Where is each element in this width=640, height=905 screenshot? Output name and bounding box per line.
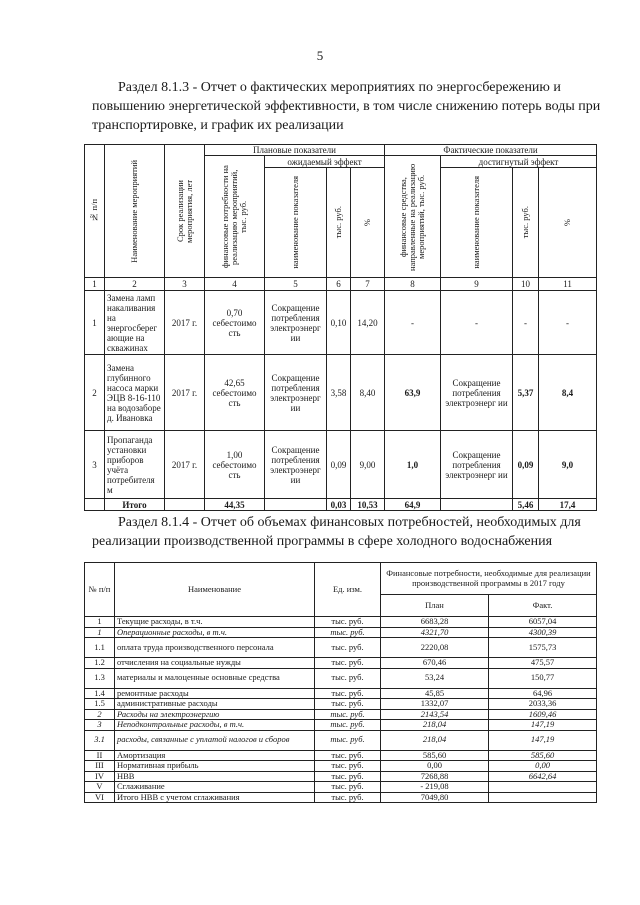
row-plan: 0,00 <box>381 761 489 772</box>
col-plan-header: План <box>381 595 489 617</box>
row-name: Замена глубинного насоса марки ЭЦВ 8-16-110 на водозаборе д. Ивановка <box>105 355 165 431</box>
row-plan-pct: 9,00 <box>351 431 385 499</box>
row-fact-ind: Сокращение потребления электроэнерг ии <box>441 431 513 499</box>
row-fact-ind: Сокращение потребления электроэнерг ии <box>441 355 513 431</box>
row-unit: тыс. руб. <box>315 782 381 793</box>
row-name: расходы, связанные с уплатой налогов и сборов <box>115 730 315 750</box>
table-row <box>85 761 597 772</box>
row-name: Операционные расходы, в т.ч. <box>115 627 315 638</box>
table-row <box>85 291 597 355</box>
row-fact-pct: 9,0 <box>539 431 597 499</box>
row-name: отчисления на социальные нужды <box>115 658 315 669</box>
table-row <box>85 431 597 499</box>
row-fact-rub: 0,09 <box>513 431 539 499</box>
table-row <box>85 771 597 782</box>
table-row <box>85 658 597 669</box>
row-fact-pct: - <box>539 291 597 355</box>
index-cell: 1 <box>85 278 105 291</box>
table-row <box>85 688 597 699</box>
table-row <box>85 709 597 720</box>
row-num: V <box>85 782 115 793</box>
table-row <box>85 750 597 761</box>
row-plan: 7268,88 <box>381 771 489 782</box>
row-fact: 147,19 <box>489 720 597 731</box>
row-plan-pct: 14,20 <box>351 291 385 355</box>
row-fact-rub: 5,37 <box>513 355 539 431</box>
row-fact-rub: - <box>513 291 539 355</box>
row-unit: тыс. руб. <box>315 720 381 731</box>
row-num: 1.1 <box>85 638 115 658</box>
row-fact: 585,60 <box>489 750 597 761</box>
row-unit: тыс. руб. <box>315 730 381 750</box>
row-plan: 53,24 <box>381 668 489 688</box>
row-plan: 7049,80 <box>381 792 489 803</box>
row-fact: 64,96 <box>489 688 597 699</box>
col-plan-pct-header: % <box>351 168 385 278</box>
row-plan-rub: 0,10 <box>327 291 351 355</box>
header-row-1 <box>85 563 597 595</box>
row-plan-fin: 0,70 себестоимо сть <box>205 291 265 355</box>
row-name: Пропаганда установки приборов учёта потребителя м <box>105 431 165 499</box>
row-plan-pct: 8,40 <box>351 355 385 431</box>
row-plan: 670,46 <box>381 658 489 669</box>
row-fact-fin: - <box>385 291 441 355</box>
row-name: материалы и малоценные основные средства <box>115 668 315 688</box>
col-fact-fin-header: финансовые средства, направленные на реализацию мероприятий, тыс. руб. <box>385 156 441 278</box>
col-plan-fin-header: финансовые потребности на реализацию мероприятий, тыс. руб. <box>205 156 265 278</box>
table-row <box>85 638 597 658</box>
row-plan: 218,04 <box>381 720 489 731</box>
row-fact: 1575,73 <box>489 638 597 658</box>
index-cell: 3 <box>165 278 205 291</box>
row-term: 2017 г. <box>165 291 205 355</box>
row-name: Итого НВВ с учетом сглаживания <box>115 792 315 803</box>
total-fact-fin: 64,9 <box>385 499 441 511</box>
col-fact-pct-header: % <box>539 168 597 278</box>
row-num: 3.1 <box>85 730 115 750</box>
row-fact-fin: 63,9 <box>385 355 441 431</box>
row-num: 2 <box>85 709 115 720</box>
row-num: 1 <box>85 627 115 638</box>
index-cell: 8 <box>385 278 441 291</box>
row-plan-rub: 0,09 <box>327 431 351 499</box>
expected-effect-header: ожидаемый эффект <box>265 156 385 168</box>
total-label: Итого <box>105 499 165 511</box>
row-num: IV <box>85 771 115 782</box>
section-8-1-4-heading: Раздел 8.1.4 - Отчет об объемах финансовых потребностей, необходимых для реализации производственной программы в сфере холодного водоснабжения <box>92 515 581 549</box>
row-fact: 150,77 <box>489 668 597 688</box>
table-row <box>85 792 597 803</box>
page-number: 5 <box>316 48 324 63</box>
col-fact-header: Факт. <box>489 595 597 617</box>
row-num: 1 <box>85 291 105 355</box>
row-name: административные расходы <box>115 699 315 710</box>
row-num: 1.2 <box>85 658 115 669</box>
row-unit: тыс. руб. <box>315 617 381 628</box>
row-plan-fin: 42,65 себестоимо сть <box>205 355 265 431</box>
row-name: Расходы на электроэнергию <box>115 709 315 720</box>
row-num: II <box>85 750 115 761</box>
row-fact: 6057,04 <box>489 617 597 628</box>
row-fact <box>489 782 597 793</box>
section-8-1-3-heading: Раздел 8.1.3 - Отчет о фактических мероприятиях по энергосбережению и повышению энергетической эффективности, в том числе снижению потерь воды при транспортировке, и график их реализации <box>92 80 601 133</box>
col-num-header: № п/п <box>85 563 115 617</box>
col-fact-ind-header: наименование показателя <box>441 168 513 278</box>
row-unit: тыс. руб. <box>315 688 381 699</box>
table-row <box>85 730 597 750</box>
planned-indicators-header: Плановые показатели <box>205 145 385 156</box>
row-plan: 585,60 <box>381 750 489 761</box>
row-term: 2017 г. <box>165 431 205 499</box>
row-fact: 147,19 <box>489 730 597 750</box>
row-fact: 4300,39 <box>489 627 597 638</box>
total-plan-rub: 0,03 <box>327 499 351 511</box>
index-cell: 5 <box>265 278 327 291</box>
actual-indicators-header: Фактические показатели <box>385 145 597 156</box>
total-term-cell <box>165 499 205 511</box>
row-name: оплата труда производственного персонала <box>115 638 315 658</box>
row-fact-fin: 1,0 <box>385 431 441 499</box>
col-unit-header: Ед. изм. <box>315 563 381 617</box>
row-fact: 475,57 <box>489 658 597 669</box>
index-cell: 11 <box>539 278 597 291</box>
row-plan: 45,85 <box>381 688 489 699</box>
col-plan-ind-header: наименование показателя <box>265 168 327 278</box>
row-plan-rub: 3,58 <box>327 355 351 431</box>
row-fact: 0,00 <box>489 761 597 772</box>
row-num: 3 <box>85 431 105 499</box>
row-unit: тыс. руб. <box>315 709 381 720</box>
total-plan-pct: 10,53 <box>351 499 385 511</box>
row-unit: тыс. руб. <box>315 658 381 669</box>
total-row <box>85 499 597 511</box>
row-unit: тыс. руб. <box>315 668 381 688</box>
row-num: III <box>85 761 115 772</box>
row-plan: 2143,54 <box>381 709 489 720</box>
total-plan-ind-cell <box>265 499 327 511</box>
row-num: 2 <box>85 355 105 431</box>
index-cell: 2 <box>105 278 165 291</box>
row-unit: тыс. руб. <box>315 792 381 803</box>
col-term-header: Срок реализации мероприятия, лет <box>165 145 205 278</box>
index-cell: 7 <box>351 278 385 291</box>
row-fact: 2033,36 <box>489 699 597 710</box>
row-name: Амортизация <box>115 750 315 761</box>
table-row <box>85 668 597 688</box>
row-unit: тыс. руб. <box>315 761 381 772</box>
row-plan: 6683,28 <box>381 617 489 628</box>
row-fact: 6642,64 <box>489 771 597 782</box>
index-cell: 9 <box>441 278 513 291</box>
row-unit: тыс. руб. <box>315 750 381 761</box>
row-plan-ind: Сокращение потребления электроэнерг ии <box>265 355 327 431</box>
row-unit: тыс. руб. <box>315 699 381 710</box>
energy-measures-table <box>84 144 597 511</box>
row-fact: 1609,46 <box>489 709 597 720</box>
table-row <box>85 699 597 710</box>
row-unit: тыс. руб. <box>315 638 381 658</box>
col-name-header: Наименование мероприятий <box>105 145 165 278</box>
table-row <box>85 355 597 431</box>
row-plan: 1332,07 <box>381 699 489 710</box>
col-plan-rub-header: тыс. руб. <box>327 168 351 278</box>
header-row-1 <box>85 145 597 156</box>
col-name-header: Наименование <box>115 563 315 617</box>
needs-header: Финансовые потребности, необходимые для реализации производственной программы в 2017 году <box>381 563 597 595</box>
row-plan: - 219,08 <box>381 782 489 793</box>
table-row <box>85 617 597 628</box>
index-cell: 10 <box>513 278 539 291</box>
row-num: 1 <box>85 617 115 628</box>
row-num: 1.5 <box>85 699 115 710</box>
row-plan: 218,04 <box>381 730 489 750</box>
row-plan-ind: Сокращение потребления электроэнерг ии <box>265 431 327 499</box>
column-index-row <box>85 278 597 291</box>
achieved-effect-header: достигнутый эффект <box>441 156 597 168</box>
table-row <box>85 720 597 731</box>
col-fact-rub-header: тыс. руб. <box>513 168 539 278</box>
col-num-header: № п/п <box>85 145 105 278</box>
row-unit: тыс. руб. <box>315 771 381 782</box>
row-plan-fin: 1,00 себестоимо сть <box>205 431 265 499</box>
row-name: НВВ <box>115 771 315 782</box>
total-plan-fin: 44,35 <box>205 499 265 511</box>
total-num-cell <box>85 499 105 511</box>
row-plan: 4321,70 <box>381 627 489 638</box>
row-term: 2017 г. <box>165 355 205 431</box>
row-num: 1.3 <box>85 668 115 688</box>
index-cell: 4 <box>205 278 265 291</box>
total-fact-rub: 5,46 <box>513 499 539 511</box>
row-num: 1.4 <box>85 688 115 699</box>
row-plan: 2220,08 <box>381 638 489 658</box>
row-fact-pct: 8,4 <box>539 355 597 431</box>
table-row <box>85 627 597 638</box>
row-num: 3 <box>85 720 115 731</box>
total-fact-pct: 17,4 <box>539 499 597 511</box>
row-name: ремонтные расходы <box>115 688 315 699</box>
row-unit: тыс. руб. <box>315 627 381 638</box>
row-name: Сглаживание <box>115 782 315 793</box>
index-cell: 6 <box>327 278 351 291</box>
row-name: Нормативная прибыль <box>115 761 315 772</box>
row-num: VI <box>85 792 115 803</box>
row-plan-ind: Сокращение потребления электроэнерг ии <box>265 291 327 355</box>
row-name: Замена ламп накаливания на энергосберег ающие на скважинах <box>105 291 165 355</box>
financial-needs-table <box>84 562 597 803</box>
row-name: Текущие расходы, в т.ч. <box>115 617 315 628</box>
total-fact-ind-cell <box>441 499 513 511</box>
row-name: Неподконтрольные расходы, в т.ч. <box>115 720 315 731</box>
table-row <box>85 782 597 793</box>
row-fact <box>489 792 597 803</box>
row-fact-ind: - <box>441 291 513 355</box>
